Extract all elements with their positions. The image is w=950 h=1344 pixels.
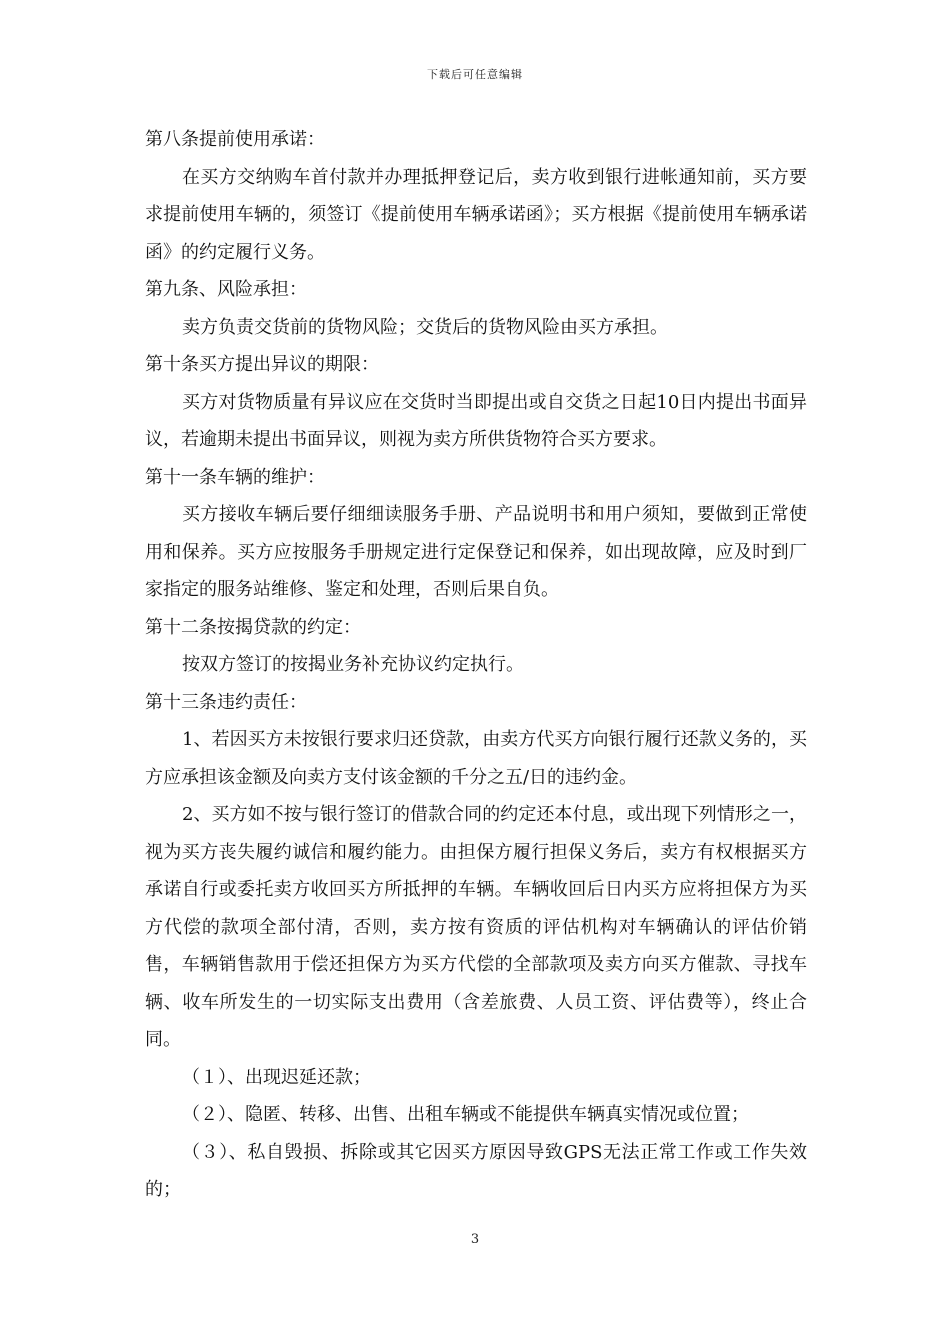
list-item: （１）、出现迟延还款；	[182, 1066, 371, 1088]
clause-heading: 第十一条车辆的维护：	[145, 466, 325, 488]
clause-paragraph: 2、买方如不按与银行签订的借款合同的约定还本付息，或出现下列情形之一，视为买方丧失履约诚信和履约能力。由担保方履行担保义务后，卖方有权根据买方承诺自行或委托卖方收回买方所抵押的车辆。车辆收回后日内买方应将担保方为买方代偿的款项全部付清，否则，卖方按有资质的评估机构对车辆确认的评估价销售，车辆销售款用于偿还担保方为买方代偿的全部款项及卖方向买方催款、寻找车辆、收车所发生的一切实际支出费用（含差旅费、人员工资、评估费等），终止合同。	[145, 804, 807, 1050]
clause-heading: 第十条买方提出异议的期限：	[145, 354, 379, 375]
clause-heading: 第八条提前使用承诺：	[145, 129, 325, 150]
clause-paragraph: 买方接收车辆后要仔细细读服务手册、产品说明书和用户须知，要做到正常使用和保养。买方应按服务手册规定进行定保登记和保养，如出现故障，应及时到厂家指定的服务站维修、鉴定和处理，否则后果自负。	[145, 504, 807, 600]
clause-heading: 第十三条违约责任：	[145, 691, 307, 713]
clause-heading: 第十二条按揭贷款的约定：	[145, 616, 361, 638]
clause-paragraph: 1、若因买方未按银行要求归还贷款，由卖方代买方向银行履行还款义务的，买方应承担该金额及向卖方支付该金额的千分之五/日的违约金。	[145, 729, 807, 788]
clause-paragraph: 买方对货物质量有异议应在交货时当即提出或自交货之日起10日内提出书面异议，若逾期未提出书面异议，则视为卖方所供货物符合买方要求。	[145, 391, 807, 450]
clause-paragraph: 按双方签订的按揭业务补充协议约定执行。	[182, 654, 524, 675]
list-item: （３）、私自毁损、拆除或其它因买方原因导致GPS无法正常工作或工作失效的；	[145, 1141, 807, 1200]
document-body	[145, 121, 807, 1209]
page-header: 下载后可任意编辑	[427, 68, 523, 81]
list-item: （２）、隐匿、转移、出售、出租车辆或不能提供车辆真实情况或位置；	[182, 1104, 749, 1125]
clause-paragraph: 在买方交纳购车首付款并办理抵押登记后，卖方收到银行进帐通知前，买方要求提前使用车辆的，须签订《提前使用车辆承诺函》；买方根据《提前使用车辆承诺函》的约定履行义务。	[145, 166, 807, 263]
page-number: 3	[470, 1232, 480, 1247]
clause-heading: 第九条、风险承担：	[145, 279, 307, 300]
clause-paragraph: 卖方负责交货前的货物风险；交货后的货物风险由买方承担。	[182, 316, 668, 338]
